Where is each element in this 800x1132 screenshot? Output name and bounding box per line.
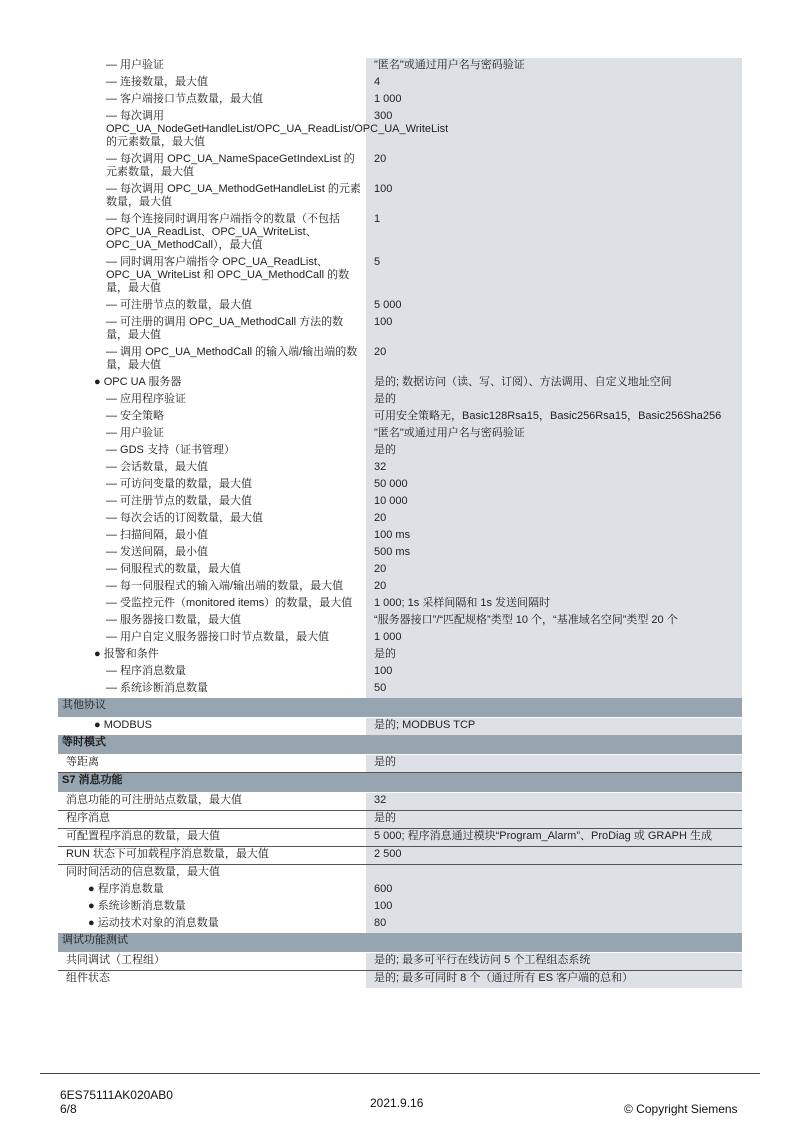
spec-value: 50 [366,681,742,698]
spec-label: — 服务器接口数量，最大值 [106,614,242,626]
spec-label: — 每一伺服程式的输入端/输出端的数量，最大值 [106,580,344,592]
spec-row [58,152,742,182]
spec-label: RUN 状态下可加载程序消息数量，最大值 [58,847,366,865]
spec-row [58,58,742,75]
spec-value: 20 [366,562,742,579]
spec-value: 20 [366,579,742,596]
spec-value: 20 [366,345,742,375]
spec-value: 可用安全策略无，Basic128Rsa15，Basic256Rsa15，Basic256Sha256 [366,409,742,426]
spec-row [58,460,742,477]
spec-value: 100 [366,899,742,916]
spec-row [58,596,742,613]
spec-label: 等距离 [58,755,366,773]
spec-label: — 同时调用客户端指令 OPC_UA_ReadList、OPC_UA_WriteList 和 OPC_UA_MethodCall 的数量，最大值 [106,256,350,294]
spec-row [58,630,742,647]
spec-row [58,971,742,989]
spec-label: ● OPC UA 服务器 [94,376,182,388]
spec-row [58,443,742,460]
spec-value: 是的; 最多可平行在线访问 5 个工程组态系统 [366,953,742,971]
spec-row [58,755,742,773]
spec-value: 32 [366,793,742,811]
spec-label: — 系统诊断消息数量 [106,682,209,694]
spec-row [58,212,742,255]
document-date: 2021.9.16 [370,1096,424,1110]
spec-value: 100 [366,664,742,681]
spec-row [58,345,742,375]
spec-row [58,545,742,562]
spec-label: ● 系统诊断消息数量 [88,900,186,912]
spec-label: — 可注册节点的数量，最大值 [106,299,253,311]
spec-row [58,426,742,443]
spec-row [58,494,742,511]
spec-value: 5 [366,255,742,298]
section-header [58,933,742,953]
spec-label: — 伺服程式的数量，最大值 [106,563,242,575]
spec-label: — 可注册节点的数量，最大值 [106,495,253,507]
section-title: 等时模式 [58,735,742,755]
spec-row [58,647,742,664]
spec-label: 共同调试（工程组） [58,953,366,971]
spec-table-body [58,58,742,988]
spec-value: 32 [366,460,742,477]
spec-row [58,829,742,847]
spec-label: 程序消息 [58,811,366,829]
spec-label: — 发送间隔，最小值 [106,546,209,558]
spec-row [58,528,742,545]
spec-row [58,882,742,899]
spec-row [58,375,742,392]
spec-row [58,562,742,579]
spec-value: 4 [366,75,742,92]
spec-value: 80 [366,916,742,933]
spec-value: 100 [366,182,742,212]
spec-row [58,811,742,829]
section-header [58,773,742,793]
spec-value: 是的; MODBUS TCP [366,718,742,736]
spec-value: 是的 [366,392,742,409]
spec-value: 是的 [366,647,742,664]
spec-label: — 每次调用 OPC_UA_NodeGetHandleList/OPC_UA_ReadList/OPC_UA_WriteList 的元素数量，最大值 [106,110,449,148]
section-header [58,698,742,718]
spec-row [58,681,742,698]
spec-label: 组件状态 [66,972,110,984]
spec-row [58,718,742,736]
spec-value: 5 000 [366,298,742,315]
spec-label: — 扫描间隔，最小值 [106,529,209,541]
spec-label: 同时间活动的信息数量，最大值 [66,866,220,878]
spec-value: 10 000 [366,494,742,511]
spec-row [58,298,742,315]
spec-row [58,664,742,681]
spec-value: 20 [366,152,742,182]
spec-row [58,409,742,426]
spec-row [58,847,742,865]
spec-value: 1 000; 1s 采样间隔和 1s 发送间隔时 [366,596,742,613]
spec-value: “服务器接口”/“匹配规格”类型 10 个，“基准域名空间”类型 20 个 [366,613,742,630]
spec-value [366,865,742,883]
spec-label: — 用户验证 [106,59,165,71]
spec-row [58,75,742,92]
page-number: 6/8 [60,1102,77,1116]
spec-label: — 应用程序验证 [106,393,187,405]
spec-label: — 程序消息数量 [106,665,187,677]
spec-row [58,392,742,409]
spec-value: "匿名"或通过用户名与密码验证 [366,58,742,75]
spec-label: — 用户验证 [106,427,165,439]
spec-value: 是的; 数据访问（读、写、订阅）、方法调用、自定义地址空间 [366,375,742,392]
spec-label: — 安全策略 [106,410,165,422]
spec-row [58,916,742,933]
spec-row [58,255,742,298]
spec-row [58,92,742,109]
spec-value: 100 [366,315,742,345]
spec-value: 1 [366,212,742,255]
spec-value: 1 000 [366,630,742,647]
spec-label: — 可访问变量的数量，最大值 [106,478,253,490]
spec-row [58,899,742,916]
spec-row [58,579,742,596]
spec-value: 是的 [366,811,742,829]
spec-label: — 调用 OPC_UA_MethodCall 的输入端/输出端的数量，最大值 [106,346,358,371]
spec-label: — 每次会话的订阅数量，最大值 [106,512,264,524]
spec-value: 1 000 [366,92,742,109]
spec-value: 是的 [366,443,742,460]
spec-value: 50 000 [366,477,742,494]
spec-label: ● 程序消息数量 [88,883,164,895]
spec-value: 是的 [366,755,742,773]
spec-label: — 每次调用 OPC_UA_NameSpaceGetIndexList 的元素数量，最大值 [106,153,355,178]
spec-value: 是的; 最多可同时 8 个（通过所有 ES 客户端的总和） [366,971,742,989]
spec-value: 2 500 [366,847,742,865]
spec-row [58,613,742,630]
spec-row [58,793,742,811]
spec-label: — 可注册的调用 OPC_UA_MethodCall 方法的数量，最大值 [106,316,344,341]
spec-value: 5 000; 程序消息通过模块“Program_Alarm”、ProDiag 或 GRAPH 生成 [366,829,742,847]
spec-value: 300 [366,109,742,152]
spec-row [58,953,742,971]
spec-label: 消息功能的可注册站点数量，最大值 [58,793,366,811]
spec-label: — 用户自定义服务器接口时节点数量，最大值 [106,631,330,643]
copyright-notice: © Copyright Siemens [624,1102,738,1116]
spec-row [58,315,742,345]
spec-value: 20 [366,511,742,528]
section-title: S7 消息功能 [58,773,742,793]
spec-label: 可配置程序消息的数量，最大值 [58,829,366,847]
spec-row [58,511,742,528]
spec-row [58,182,742,212]
spec-label: — 受监控元件（monitored items）的数量，最大值 [106,597,353,609]
section-title: 其他协议 [58,698,742,718]
section-title: 调试功能测试 [58,933,742,953]
spec-label: — 每次调用 OPC_UA_MethodGetHandleList 的元素数量，最大值 [106,183,361,208]
spec-row [58,865,742,883]
spec-table [58,58,742,988]
spec-label: — 每个连接同时调用客户端指令的数量（不包括 OPC_UA_ReadList、OPC_UA_WriteList、OPC_UA_MethodCall），最大值 [106,213,341,251]
spec-label: ● 报警和条件 [94,648,159,660]
spec-label: — 会话数量，最大值 [106,461,209,473]
spec-row [58,109,742,152]
footer-divider [40,1073,760,1074]
spec-label: — 连接数量，最大值 [106,76,209,88]
spec-row [58,477,742,494]
spec-value: 100 ms [366,528,742,545]
spec-value: 600 [366,882,742,899]
spec-label: — 客户端接口节点数量，最大值 [106,93,264,105]
spec-label: — GDS 支持（证书管理） [106,444,235,456]
spec-value: "匿名"或通过用户名与密码验证 [366,426,742,443]
spec-label: ● 运动技术对象的消息数量 [88,917,219,929]
section-header [58,735,742,755]
spec-label: ● MODBUS [94,719,152,731]
spec-value: 500 ms [366,545,742,562]
article-number: 6ES75111AK020AB0 [60,1088,173,1102]
